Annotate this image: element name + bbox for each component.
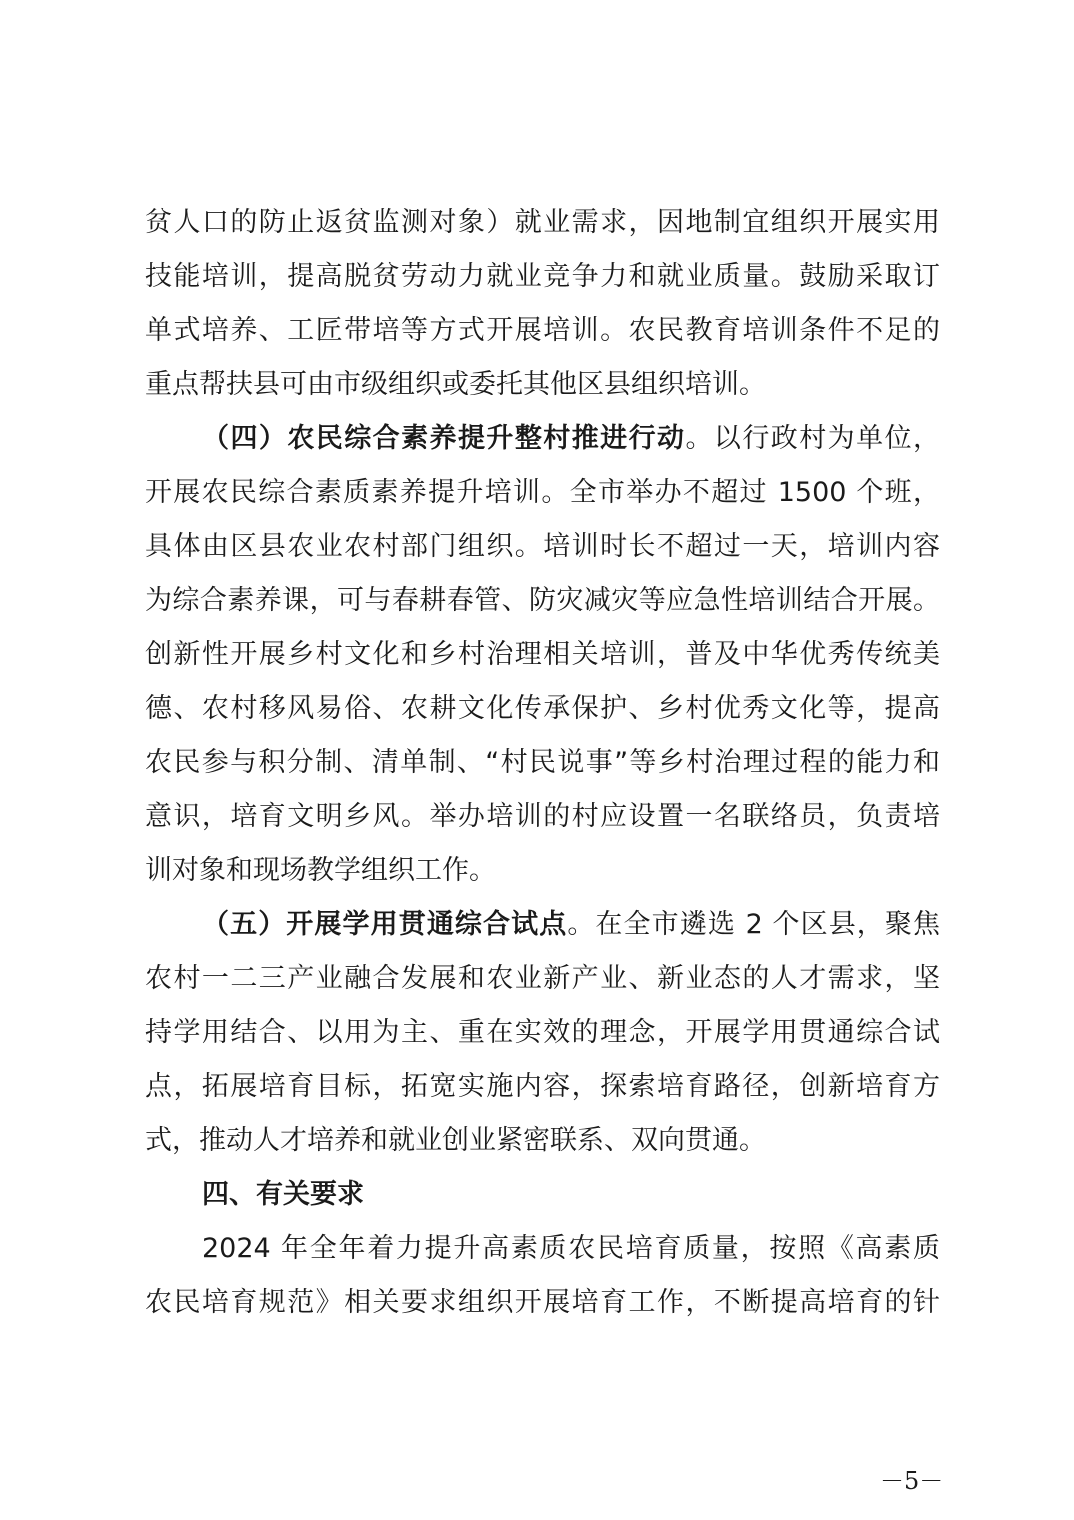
paragraph-line: 技能培训，提高脱贫劳动力就业竞争力和就业质量。鼓励采取订 — [145, 261, 940, 292]
section-4-title: （四）农民综合素养提升整村推进行动 — [202, 423, 686, 454]
paragraph-line: 2024 年全年着力提升高素质农民培育质量，按照《高素质 — [202, 1233, 940, 1264]
section-5-first-line-text: 。在全市遴选 2 个区县，聚焦 — [567, 909, 940, 940]
paragraph-line: 持学用结合、以用为主、重在实效的理念，开展学用贯通综合试 — [145, 1017, 940, 1048]
section-5-first-line — [202, 905, 940, 945]
paragraph-line: 训对象和现场教学组织工作。 — [145, 855, 496, 886]
paragraph-line: 点，拓展培育目标，拓宽实施内容，探索培育路径，创新培育方 — [145, 1071, 940, 1102]
paragraph-line: 德、农村移风易俗、农耕文化传承保护、乡村优秀文化等，提高 — [145, 693, 940, 724]
paragraph-line: 重点帮扶县可由市级组织或委托其他区县组织培训。 — [145, 369, 766, 400]
section-heading: 四、有关要求 — [202, 1179, 364, 1210]
section-4-first-line — [202, 419, 940, 459]
paragraph-line: 农民培育规范》相关要求组织开展培育工作，不断提高培育的针 — [145, 1287, 940, 1318]
paragraph-line: 贫人口的防止返贫监测对象）就业需求，因地制宜组织开展实用 — [145, 207, 940, 238]
paragraph-line: 式，推动人才培养和就业创业紧密联系、双向贯通。 — [145, 1125, 766, 1156]
paragraph-line: 创新性开展乡村文化和乡村治理相关培训，普及中华优秀传统美 — [145, 639, 940, 670]
paragraph-line: 具体由区县农业农村部门组织。培训时长不超过一天，培训内容 — [145, 531, 940, 562]
paragraph-line: 农村一二三产业融合发展和农业新产业、新业态的人才需求，坚 — [145, 963, 940, 994]
paragraph-line: 为综合素养课，可与春耕春管、防灾减灾等应急性培训结合开展。 — [145, 585, 940, 616]
paragraph-line: 意识，培育文明乡风。举办培训的村应设置一名联络员，负责培 — [145, 801, 940, 832]
paragraph-line: 农民参与积分制、清单制、“村民说事”等乡村治理过程的能力和 — [145, 747, 940, 778]
section-4-first-line-text: 。以行政村为单位， — [685, 423, 941, 454]
section-5-title: （五）开展学用贯通综合试点 — [202, 909, 568, 940]
paragraph-line: 单式培养、工匠带培等方式开展培训。农民教育培训条件不足的 — [145, 315, 940, 346]
paragraph-line: 开展农民综合素质素养提升培训。全市举办不超过 1500 个班， — [145, 477, 940, 508]
page-number: －5－ — [880, 1467, 944, 1495]
